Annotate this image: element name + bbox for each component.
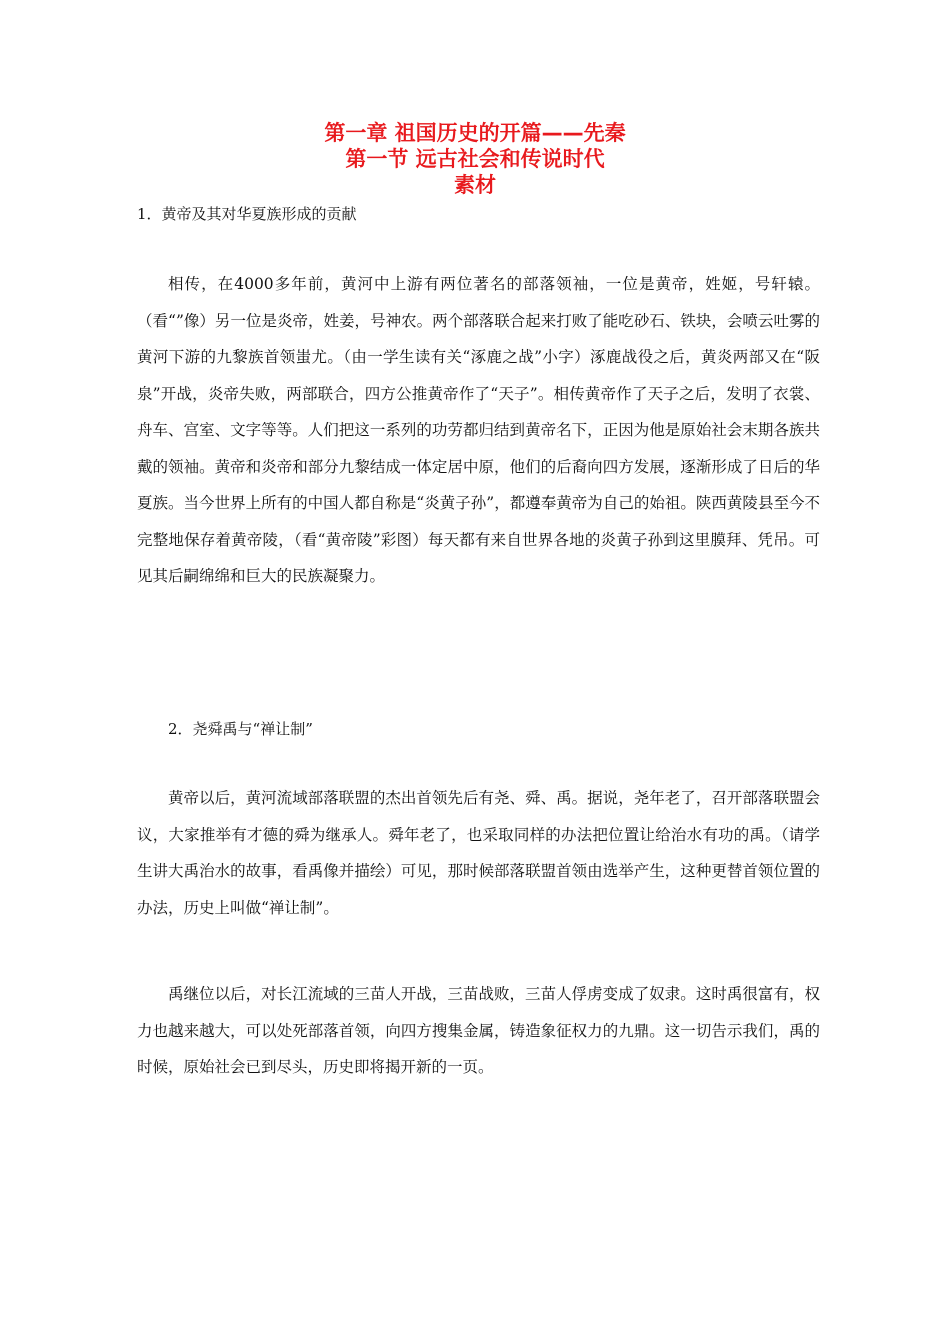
paragraph-yu: 禹继位以后，对长江流域的三苗人开战，三苗战败，三苗人俘虏变成了奴隶。这时禹很富有，权力也越来越大，可以处死部落首领，向四方搜集金属，铸造象征权力的九鼎。这一切告示我们，禹的时候，原始社会已到尽头，历史即将揭开新的一页。	[137, 985, 820, 1076]
section-heading-1: 1．黄帝及其对华夏族形成的贡献	[137, 205, 357, 223]
paragraph-huangdi: 相传，在4000多年前，黄河中上游有两位著名的部落领袖，一位是黄帝，姓姬，号轩辕。（看“”像）另一位是炎帝，姓姜，号神农。两个部落联合起来打败了能吃砂石、铁块，会喷云吐雾的黄河下游的九黎族首领蚩尤。（由一学生读有关“涿鹿之战”小字）涿鹿战役之后，黄炎两部又在“阪泉”开战，炎帝失败，两部联合，四方公推黄帝作了“天子”。相传黄帝作了天子之后，发明了衣裳、舟车、宫室、文字等等。人们把这一系列的功劳都归结到黄帝名下，正因为他是原始社会末期各族共戴的领袖。黄帝和炎帝和部分九黎结成一体定居中原，他们的后裔向四方发展，逐渐形成了日后的华夏族。当今世界上所有的中国人都自称是“炎黄子孙”，都遵奉黄帝为自己的始祖。陕西黄陵县至今不完整地保存着黄帝陵，（看“黄帝陵”彩图）每天都有来自世界各地的炎黄子孙到这里膜拜、凭吊。可见其后嗣绵绵和巨大的民族凝聚力。	[137, 275, 820, 585]
section-title: 第一节 远古社会和传说时代	[345, 147, 605, 171]
chapter-title: 第一章 祖国历史的开篇——先秦	[324, 121, 626, 145]
paragraph-shanrang: 黄帝以后，黄河流域部落联盟的杰出首领先后有尧、舜、禹。据说，尧年老了，召开部落联盟会议，大家推举有才德的舜为继承人。舜年老了，也采取同样的办法把位置让给治水有功的禹。（请学生讲大禹治水的故事，看禹像并描绘）可见，那时候部落联盟首领由选举产生，这种更替首领位置的办法，历史上叫做“禅让制”。	[137, 789, 820, 917]
material-subtitle: 素材	[454, 173, 496, 197]
title-block	[0, 120, 950, 198]
section-heading-2: 2．尧舜禹与“禅让制”	[168, 720, 313, 738]
